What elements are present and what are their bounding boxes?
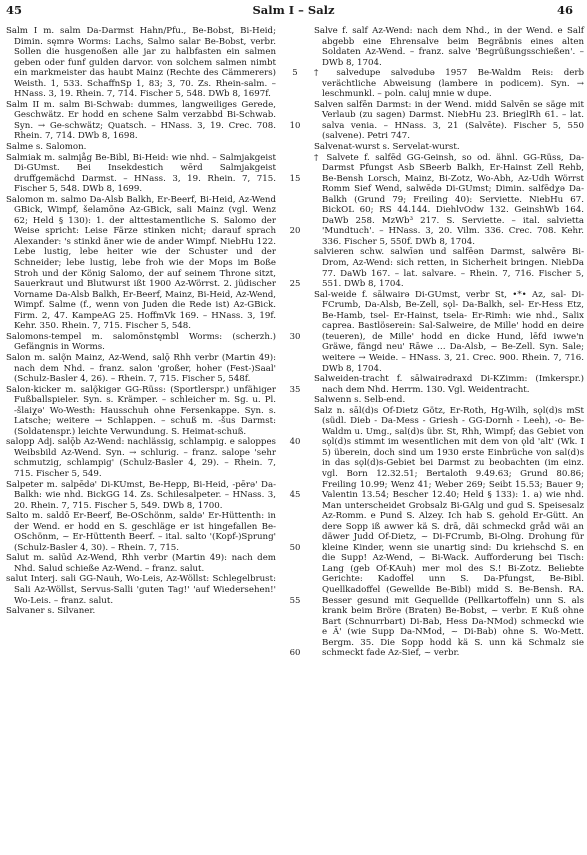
line-number: 20 [289, 226, 301, 237]
dictionary-entry: Sal-weide f. sālwairə Di-GUmst, verbr St, •*• Az, sal- Di-FCrumb, Da-Alsb, Be-Zell, sǫl- Da-Balkh, sel- Er-Hess Etz, Be-Hamb, tsel- Er-Hainst, tsela- Er-Rimh: wie nhd., Salix caprea. Bastlöserein: Sal-Salweire, de Mille' hodd en deire (teueren), de Mille' hodd en dicke Hund, lēfd iwwe'n Gräwe, fängd neu' Rāwe … Da-Alsb, ~ Be-Zell. Syn. Sale; weitere → Weide. – HNass. 3, 21. Crec. 900. Rhein. 7, 716. DWb 8, 1704. [314, 289, 584, 374]
line-number: 55 [289, 595, 301, 606]
running-title: Salm I – Salz [252, 3, 335, 17]
line-number: 45 [289, 490, 301, 501]
dictionary-entry: † Salvete f. salfēd GG-Geinsh, so od. ähnl. GG-Rüss, Da-Darmst Pfungst Asb SBeerb Balkh, Er-Hainst Zell Rehb, Be-Bensh Lorsch, Mainz, Bi-Zotz, Wo-Abh, Az-Udh Wörrst Romm Sief Wend, salwēdə Di-GUmst; Dimin. salfēdχə Da-Balkh (Grund 79; Freiling 40): Serviette. NiebHu 67. BickOL 60; RS 44.144. DiehlvOdw 132. GeinshWb 164. DaWb 258. MzWb³ 217. S. Serviette. – ital. salvietta 'Mundtuch'. – HNass. 3, 20. Vilm. 336. Crec. 708. Kehr. 336. Fischer 5, 550f. DWb 8, 1704. [314, 152, 584, 247]
line-number: 30 [289, 331, 301, 342]
dictionary-entry: Salme s. Salomon. [6, 142, 87, 153]
line-number: 5 [292, 68, 298, 79]
dictionary-entry: Salon m. salǫ̃n Mainz, Az-Wend, salǭ Rhh verbr (Martin 49): nach dem Nhd. – franz. salon 'großer, hoher (Fest-)Saal' (Schulz-Basler 4, 26). – Rhein. 7, 715. Fischer 5, 548f. [6, 352, 276, 385]
line-number: 35 [289, 384, 301, 395]
dictionary-entry: Salomon m. salmo Da-Alsb Balkh, Er-Beerf, Bi-Heid, Az-Wend GBick, Wimpf, šelamōnə Az-GBick, sali Mainz (vgl. Wenz 62; Held § 130): 1. der alttestamentliche S. Salomo der Weise spricht: Leise Färze stinken nicht; darauf sprach Alexander: 's stinkd äner wie de ander Wimpf. NiebHu 122. Lebe lustig, lebe heiter wie der Schuster und der Schneider; lebe lustig, lebe froh wie der Mops im Boße Stroh und der König Salomo, der auf seinem Throne sitzt, Sauerkraut und Blutwurst ißt 1900 Az-Wörrst. 2. jüdischer Vorname Da-Alsb Balkh, Er-Beerf, Mainz, Bi-Heid, Az-Wend, Wimpf. Salme (f., wenn von Juden die Rede ist) Az-GBick. Firm. 2, 47. KampeAG 25. HoffmVk 169. – HNass. 3, 19f. Kehr. 350. Rhein. 7, 715. Fischer 5, 548. [6, 194, 277, 332]
dictionary-entry: † salvedupe salvədubə 1957 Be-Waldm Reis: derb verächtliche Abweisung (lambere in podicem). Syn. → leschmunkl. – poln. caluj mnie w dupe. [314, 68, 584, 100]
line-number: 40 [289, 437, 301, 448]
dictionary-entry: Salweiden-tracht f. sālwairədraxd Di-KZimm: (Imkerspr.) nach dem Nhd. Herrm. 130. Vgl. Weidentracht. [314, 374, 584, 395]
line-number: 25 [289, 279, 301, 290]
dictionary-entry: salopp Adj. salǭb Az-Wend: nachlässig, schlampig. e saloppes Weibsbild Az-Wend. Syn. → schlurig. – franz. salope 'sehr schmutzig, schlampig' (Schulz-Basler 4, 29). – Rhein. 7, 715. Fischer 5, 549. [6, 437, 276, 479]
dictionary-entry: Salpeter m. salpēdə' Di-KUmst, Be-Hepp, Bi-Heid, -pērə' Da-Balkh: wie nhd. BickGG 14. Zs. Schilesalpeter. – HNass. 3, 20. Rhein. 7, 715. Fischer 5, 549. DWb 8, 1700. [6, 479, 276, 511]
left-column [6, 26, 276, 617]
dictionary-entry: Salto m. saldō Er-Beerf, Be-OSchönm, saldə' Er-Hüttenth: in der Wend. er hodd en S. geschläge er ist hingefallen Be-OSchönm, ~ Er-Hüttenth Beerf. – ital. salto '(Kopf-)Sprung' (Schulz-Basler 4, 30). – Rhein. 7, 715. [6, 511, 276, 553]
line-number: 15 [289, 173, 301, 184]
right-page-number: 46 [556, 3, 573, 17]
dictionary-entry: Salomons-tempel m. salomōnstęmbl Worms: (scherzh.) Gefängnis in Worms. [6, 331, 276, 353]
dictionary-entry: Salut m. salūd Az-Wend, Rhh verbr (Martin 49): nach dem Nhd. Salud schieße Az-Wend. – franz. salut. [6, 553, 276, 574]
dictionary-entry: Salven salfēn Darmst: in der Wend. midd Salvēn se säge mit Verlaub (zu sagen) Darmst. NiebHu 23. BrieglRh 61. – lat. salva venia. – HNass. 3, 21 (Salvēte). Fischer 5, 550 (salvene). Petri 747. [314, 99, 584, 142]
right-column [314, 26, 584, 659]
dictionary-entry: Salmiak m. salmįåg Be-Bibl, Bi-Heid: wie nhd. – Salmjakgeist Di-GUmst. Bei Insekdestich wērd Salmjakgeist druffgemächd Darmst. – HNass. 3, 19. Rhein. 7, 715. Fischer 5, 548. DWb 8, 1699. [6, 152, 276, 195]
dictionary-entry: Salz n. sāl(d)s Of-Dietz Götz, Er-Roth, Hg-Wilh, sǫl(d)s mSt (südl. Dieb - Da-Mess - Griesh - GG-Dornh - Leeh), -o- Be-Waldm u. Umg., sal(d)s übr. St, Rhh, Wimpf; das Gebiet von sǫl(d)s stimmt im wesentlichen mit dem von ǫld 'alt' (Wk. I 5) überein, doch sind um 1930 erste Einbrüche von sal(d)s in das sǫl(d)s-Gebiet bei Darmst zu beobachten (im einz. vgl. Born 12.32.51; Bertaloth 9.49.63; Grund 80.86; Freiling 10.99; Wenz 41; Weber 269; Seibt 15.53; Bauer 9; Valentin 13.54; Bescher 12.40; Held § 133): 1. a) wie nhd. Man unterscheidet Grobsalz Bi-GAlg und gud S. Speisesalz Az-Romm. e Pund S. Alzey. Ich hab S. gehold Er-Gütt. An dere Sopp iß awwer kä S. drā, däi schmeckd gråd wäi an däwer Judd Of-Dietz, ~ Di-FCrumb, Bi-Olng. Drohung für kleine Kinder, wenn sie unartig sind: Du kriehschd S. en die Supp! Az-Wend, ~ Bi-Wack. Aufforderung bei Tisch: Lang (geb Of-KAuh) mer mol des S.! Bi-Zotz. Beliebte Gerichte: Kadoffel unn S. Da-Pfungst, Be-Bibl. Quellkadoffel (Gewellde Be-Bibl) midd S. Be-Bensh. RA. Besser gesund mit Gequellde (Pellkartoffeln) unn S. als krank beim Bröre (Braten) Be-Bobst, ~ verbr. E Kuß ohne Bart (Schnurrbart) Di-Bab, Hess Da-NMod) schmeckd wie e Ä' (wie Supp Da-NMod, ~ Di-Bab) ohne S. Wo-Mett. Bergm. 35. Die Sopp hodd kä S. unn kä Schmalz sie schmeckt fade Az-Sief, ~ verbr. [314, 405, 584, 659]
dictionary-entry: Salvenat-wurst s. Servelat-wurst. [314, 142, 460, 153]
left-page-number: 45 [6, 3, 23, 17]
dictionary-entry: salut Interj. sali GG-Nauh, Wo-Leis, Az-Wöllst: Schlegelbrust: Sali Az-Wöllst, Servus-Salli 'guten Tag!' 'auf Wiedersehen!' Wo-Leis. – franz. salut. [6, 574, 276, 606]
line-number: 10 [289, 120, 301, 131]
running-header [0, 3, 587, 19]
dictionary-entry: Salm I m. salm Da-Darmst Hahn/Pfu., Be-Bobst, Bi-Heid; Dimin. sęmrə Worms: Lachs, Salmo salar Be-Bobst, verbr. Sollen die husgenoßen alle jar zu halbfasten ein salmen geben oder funf gulden darvor. von solchem salmen nimbt ein markmeister das haubt Mainz (Rechte des Cämmerers) Weisth. 1, 533. SchaffnSp 1, 83; 3, 70. Zs. Rhein-salm. – HNass. 3, 19. Rhein. 7, 714. Fischer 5, 548. DWb 8, 1697f. [6, 26, 276, 100]
dictionary-entry: salvieren schw. salwīən und salfēən Darmst, salwērə Bi-Drom, Az-Wend: sich retten, in Sicherheit bringen. NiebDa 77. DaWb 167. – lat. salvare. – Rhein. 7, 716. Fischer 5, 551. DWb 8, 1704. [314, 247, 584, 290]
dictionary-entry: Salvaner s. Silvaner. [6, 606, 96, 617]
line-number: 50 [289, 542, 301, 553]
dictionary-entry: Salve f. salf Az-Wend: nach dem Nhd., in der Wend. e Salf abgebb eine Ehrensalve beim Begräbnis eines alten Soldaten Az-Wend. – franz. salve 'Begrüßungsschießen'. – DWb 8, 1704. [314, 26, 584, 68]
dictionary-entry: Salm II m. salm Bi-Schwab: dummes, langweiliges Gerede, Geschwätz. Er hodd en schene Salm verzabbd Bi-Schwab. Syn. → Ge-schwätz; Quatsch. – HNass. 3, 19. Crec. 708. Rhein. 7, 714. DWb 8, 1698. [6, 99, 276, 142]
dictionary-entry: Salwenn s. Selb-end. [314, 395, 406, 406]
dictionary-entry: Salon-kicker m. salǫ̃kigər GG-Rüss: (Sportlerspr.) unfähiger Fußballspieler. Syn. s. Krämper. – schleicher m. Sg. u. Pl. -šlaiχə' Wo-Westh: Hausschuh ohne Fersenkappe. Syn. s. Latsche; weitere → Schlappen. – schuß m. -šus Darmst: (Soldatenspr.) leichte Verwundung. S. Heimat-schuß. [6, 384, 276, 437]
line-number: 60 [289, 648, 301, 659]
